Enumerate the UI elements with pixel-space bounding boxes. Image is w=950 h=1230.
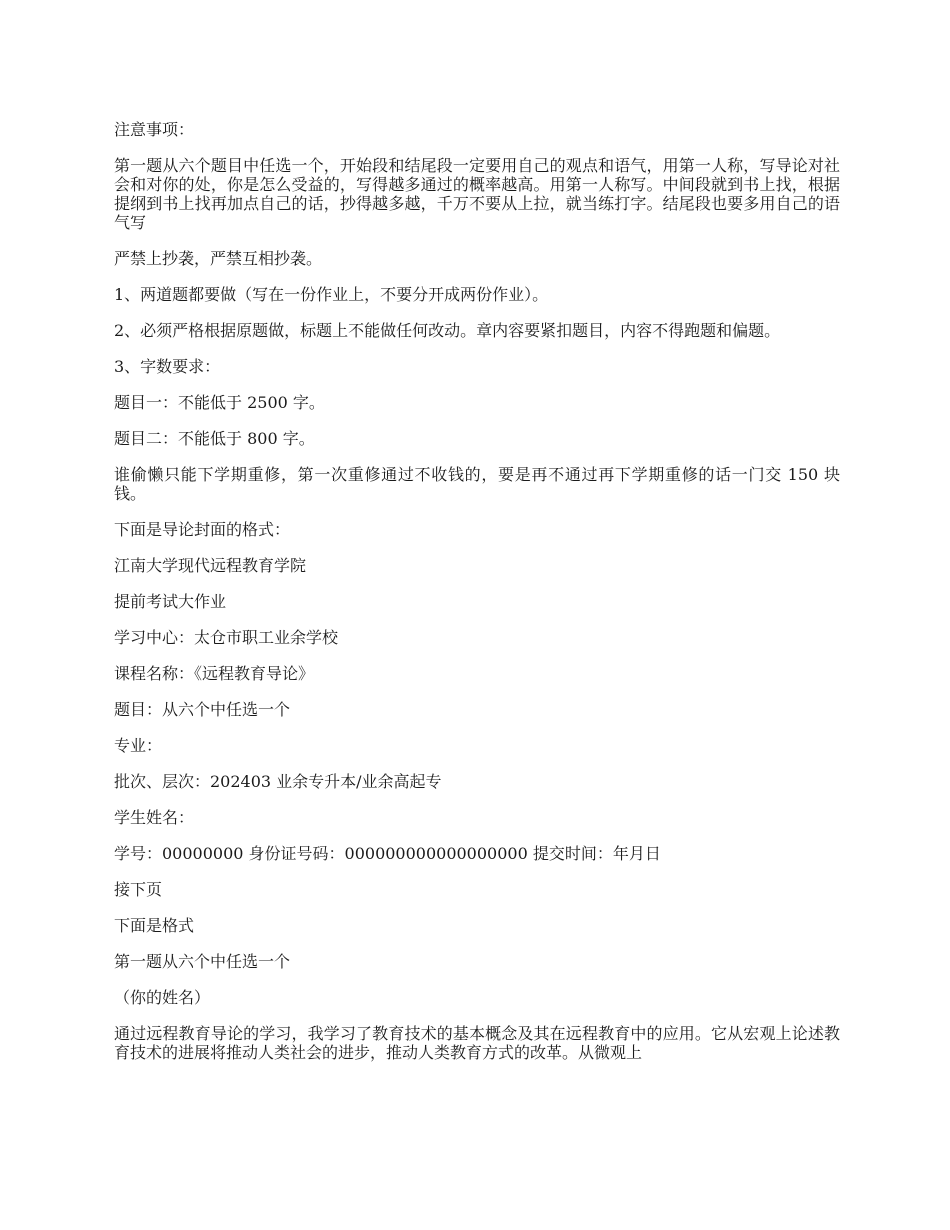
cover-major: 专业： <box>114 736 163 755</box>
plagiarism-warning: 严禁上抄袭，严禁互相抄袭。 <box>114 249 323 268</box>
word-count-q2: 题目二：不能低于 800 字。 <box>114 429 315 448</box>
cover-format-heading: 下面是导论封面的格式： <box>114 520 291 539</box>
author-name-placeholder: （你的姓名） <box>114 988 211 1007</box>
notice-heading: 注意事项： <box>114 120 195 139</box>
cover-student-ids: 学号：00000000 身份证号码：000000000000000000 提交时间：年月日 <box>114 844 661 863</box>
document-body <box>114 120 840 1079</box>
continued-note: 接下页 <box>114 880 163 899</box>
cover-school: 江南大学现代远程教育学院 <box>114 556 307 575</box>
cover-learning-center: 学习中心：太仓市职工业余学校 <box>114 628 339 647</box>
rule-item-3: 3、字数要求： <box>114 357 221 376</box>
cover-student-name: 学生姓名： <box>114 808 195 827</box>
cover-course-name: 课程名称：《远程教育导论》 <box>114 664 315 683</box>
instruction-paragraph: 第一题从六个题目中任选一个，开始段和结尾段一定要用自己的观点和语气，用第一人称，写导论对社会和对你的处，你是怎么受益的，写得越多通过的概率越高。用第一人称写。中间段就到书上找，根据提纲到书上找再加点自己的话，抄得越多越，千万不要从上拉，就当练打字。结尾段也要多用自己的语气写 <box>114 156 840 232</box>
format-heading: 下面是格式 <box>114 916 195 935</box>
rule-item-1: 1、两道题都要做（写在一份作业上，不要分开成两份作业）。 <box>114 285 549 304</box>
essay-opening-paragraph: 通过远程教育导论的学习，我学习了教育技术的基本概念及其在远程教育中的应用。它从宏观上论述教育技术的进展将推动人类社会的进步，推动人类教育方式的改革。从微观上 <box>114 1024 840 1062</box>
cover-batch-level: 批次、层次：202403 业余专升本/业余高起专 <box>114 772 442 791</box>
question-one-heading: 第一题从六个中任选一个 <box>114 952 291 971</box>
rule-item-2: 2、必须严格根据原题做，标题上不能做任何改动。章内容要紧扣题目，内容不得跑题和偏题。 <box>114 321 781 340</box>
retake-note: 谁偷懒只能下学期重修，第一次重修通过不收钱的，要是再不通过再下学期重修的话一门交 150 块钱。 <box>114 465 840 503</box>
word-count-q1: 题目一：不能低于 2500 字。 <box>114 393 325 412</box>
cover-topic: 题目：从六个中任选一个 <box>114 700 291 719</box>
cover-assignment-title: 提前考试大作业 <box>114 592 227 611</box>
